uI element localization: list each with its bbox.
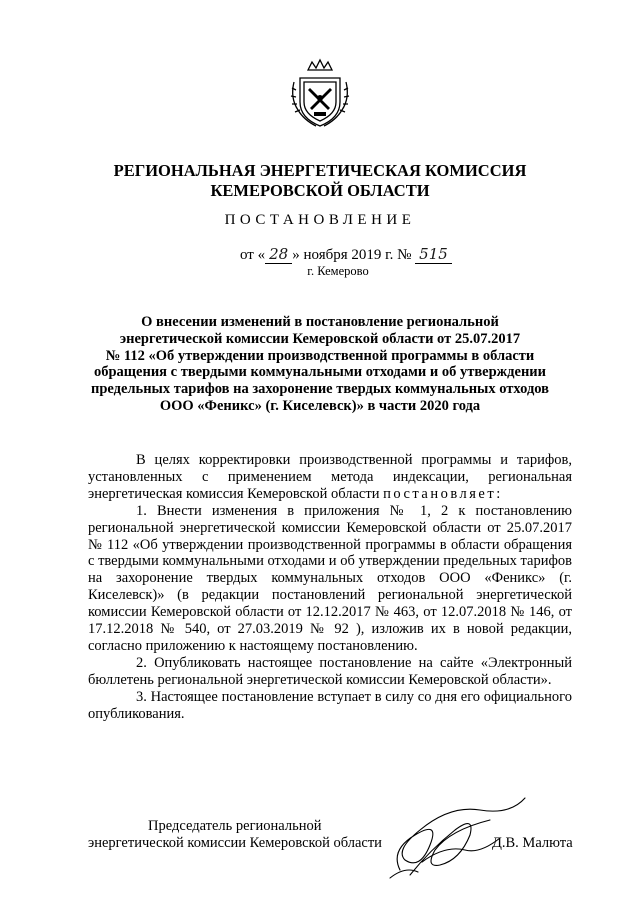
coat-of-arms-icon: [288, 58, 352, 130]
org-name-line1: РЕГИОНАЛЬНАЯ ЭНЕРГЕТИЧЕСКАЯ КОМИССИЯ: [113, 161, 527, 180]
date-middle: » ноября 2019 г. №: [292, 247, 412, 263]
subject-line: предельных тарифов на захоронение твердых коммунальных отходов: [90, 381, 550, 398]
intro-text: В целях корректировки производственной программы и тарифов, установленных с применением метода индексации, региональная энергетическая комиссия Кемеровской области: [88, 452, 572, 502]
decree-body: [88, 452, 572, 723]
city: г. Кемерово: [307, 264, 369, 278]
decree-number: 515: [415, 245, 452, 264]
intro-resolves: постановляет:: [383, 485, 503, 502]
item-3: 3. Настоящее постановление вступает в силу со дня его официального опубликования.: [88, 688, 572, 722]
item-1: 1. Внести изменения в приложения № 1, 2 к постановлению региональной энергетической комиссии Кемеровской области от 25.07.2017 № 112 «Об утверждении производственной программы в области обращения с твердыми коммунальными отходами и об утверждении предельных тарифов на захоронение твердых коммунальных отходов ООО «Феникс» (г. Киселевск)» (в редакции постановлений региональной энергетической комиссии Кемеровской области от 12.12.2017 № 463, от 12.07.2018 № 146, от 17.12.2018 № 540, от 27.03.2019 № 92 ), изложив их в новой редакции, согласно приложению к настоящему постановлению.: [88, 502, 572, 654]
subject-line: энергетической комиссии Кемеровской области от 25.07.2017: [119, 330, 521, 347]
subject-line: обращения с твердыми коммунальными отходами и об утверждении: [93, 364, 547, 381]
intro-paragraph: [88, 452, 572, 503]
signatory-title-line2: энергетической комиссии Кемеровской области: [88, 835, 382, 851]
signatory-title-line1: Председатель региональной: [148, 818, 322, 834]
subject-line: О внесении изменений в постановление региональной: [141, 314, 499, 330]
signatory-name: Д.В. Малюта: [492, 835, 573, 851]
signatory-title: [88, 818, 382, 852]
item-2: 2. Опубликовать настоящее постановление на сайте «Электронный бюллетень региональной энергетической комиссии Кемеровской области».: [88, 654, 572, 688]
date-day: 28: [265, 245, 292, 264]
document-type: ПОСТАНОВЛЕНИЕ: [224, 212, 416, 228]
org-name-line2: КЕМЕРОВСКОЙ ОБЛАСТИ: [210, 181, 430, 200]
decree-subject: [88, 314, 552, 415]
subject-line: № 112 «Об утверждении производственной программы в области: [105, 347, 535, 364]
subject-line: ООО «Феникс» (г. Киселевск)» в части 2020 года: [159, 397, 481, 414]
decree-date-line: [240, 245, 452, 264]
date-prefix: от «: [240, 247, 266, 263]
